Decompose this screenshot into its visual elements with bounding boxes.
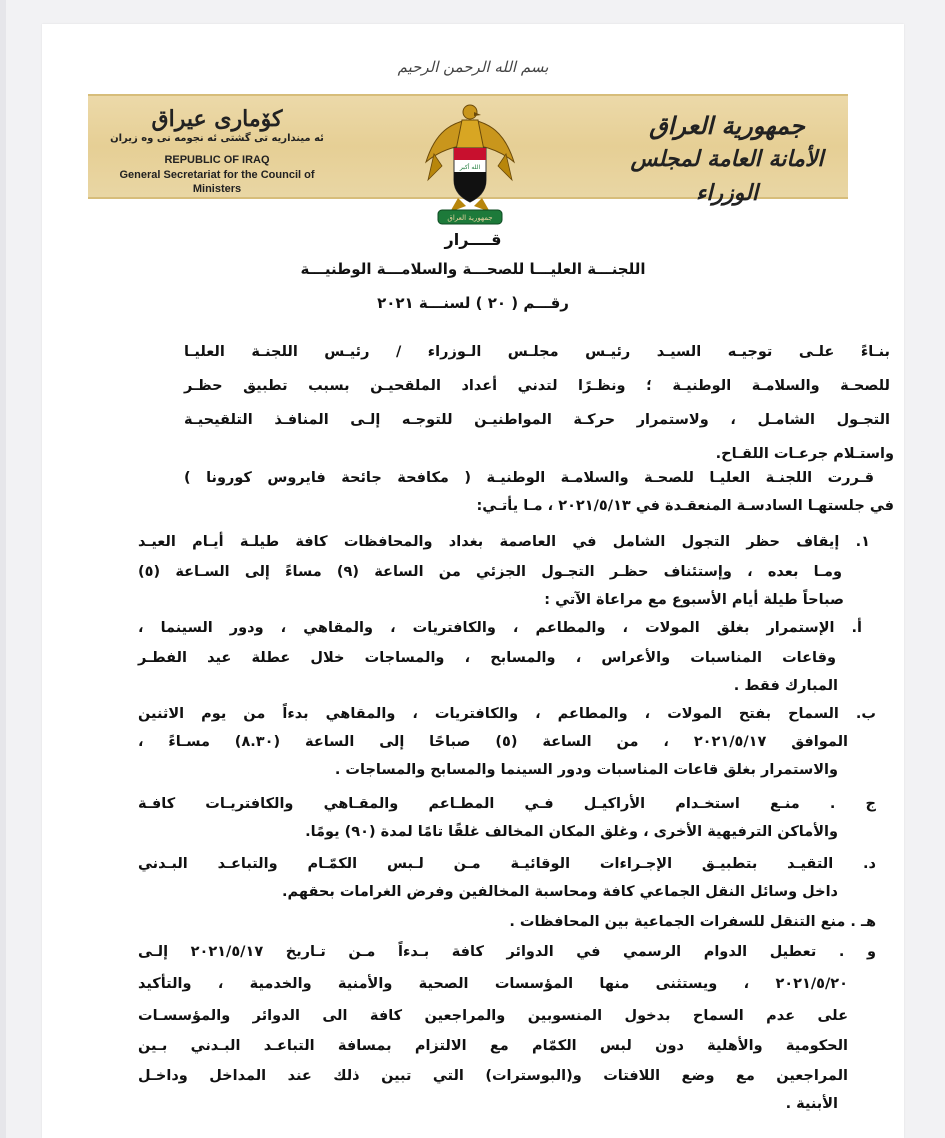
arabic-subtitle: الأمانة العامة لمجلس الوزراء [630, 146, 824, 206]
resolution-line: قـررت اللجنـة العليـا للصحـة والسلامـة الوطنيـة ( مكافحة جائحة فايروس كورونا ) [184, 470, 874, 486]
english-subtitle: General Secretariat for the Council of Ministers [119, 169, 315, 195]
item-f-line: ٢٠٢١/٥/٢٠ ، ويستثنى منها المؤسسات الصحية والأمنية والخدمية ، والتأكيد [138, 976, 848, 992]
emblem-caption: جمهورية العراق [447, 214, 493, 222]
svg-text:الله أكبر: الله أكبر [459, 164, 481, 171]
item-a-line: وقاعات المناسبات والأعراس ، والمسابح ، والمساجات خلال عطلة عيد الفطـر [138, 650, 836, 666]
intro-line: للصحـة والسلامـة الوطنيـة ؛ ونظـرًا لتدني أعداد الملقحيـن بسبب تطبيق حظـر [184, 378, 890, 394]
item-c-line: والأماكن الترفيهية الأخرى ، وغلق المكان المخالف غلقًا تامًا لمدة (٩٠) يومًا. [305, 824, 838, 840]
basmala-text: بسم الله الرحمن الرحيم [397, 58, 549, 76]
item-b-line: ب. السماح بفتح المولات ، والمطاعم ، والكافتريات ، والمقاهي بدءاً من يوم الاثنين [138, 706, 876, 722]
iraq-eagle-emblem [422, 100, 518, 232]
letterhead-banner [88, 94, 848, 222]
decision-heading: قــــرار [444, 230, 502, 249]
item-c-line: ج . منـع استخـدام الأراكيـل فـي المطـاعم والمقـاهي والكافتريـات كافـة [138, 796, 876, 812]
intro-line: التجـول الشامـل ، ولاستمرار حركـة المواطنيـن للتوجـه إلـى المنافـذ التلقيحيـة [184, 412, 890, 428]
item-1-line: ١. إيقاف حظر التجول الشامل في العاصمة بغداد والمحافظات كافة طيلـة أيـام العيـد [138, 534, 870, 550]
intro-line: واستـلام جرعـات اللقـاح. [715, 446, 894, 462]
item-1-line: صباحاً طيلة أيام الأسبوع مع مراعاة الآتي : [544, 592, 844, 608]
intro-line: بنـاءً علـى توجيـه السيـد رئيـس مجلـس الـوزراء / رئيـس اللجنـة العليـا [184, 344, 890, 360]
kurdish-subtitle: ئه مينداريه تى گشتى ئه نجومه نى وه زيران [110, 133, 324, 144]
page-left-edge [0, 0, 6, 1138]
item-d-line: داخل وسائل النقل الجماعي كافة ومحاسبة المخالفين وفرض الغرامات بحقهم. [282, 884, 838, 900]
document-page [42, 24, 904, 1138]
item-f-line: على عدم السماح بدخول المنسوبين والمراجعين كافة الى الدوائر والمؤسسـات [138, 1008, 848, 1024]
item-b-line: والاستمرار بغلق قاعات المناسبات ودور السينما والمسابح والمساجات . [334, 762, 838, 778]
item-1-line: ومـا بعده ، وإستئناف حظـر التجـول الجزئي من الساعة (٩) مساءً إلى السـاعة (٥) [138, 564, 842, 580]
item-e-line: هـ . منع التنقل للسفرات الجماعية بين المحافظات . [509, 914, 876, 930]
letterhead-right [622, 110, 832, 210]
letterhead-left [102, 106, 332, 196]
item-a-line: أ. الإستمرار بغلق المولات ، والمطاعم ، والكافتريات ، والمقاهي ، ودور السينما ، [138, 620, 862, 636]
committee-title: اللجنـــة العليـــا للصحـــة والسلامـــة الوطنيـــة [300, 260, 646, 278]
item-f-line: الأبنية . [785, 1096, 838, 1112]
item-d-line: د. التقيـد بتطبيـق الإجـراءات الوقائيـة مـن لـبس الكمّـام والتباعـد البـدني [138, 856, 876, 872]
item-f-line: المراجعين مع وضع اللافتات و(البوسترات) التي تبين ذلك عند المداخل وداخـل [138, 1068, 848, 1084]
arabic-title: جمهورية العراق [649, 111, 805, 140]
english-title: REPUBLIC OF IRAQ [164, 154, 270, 166]
item-f-line: الحكومية والأهلية دون لبس الكمّام مع الالتزام بمسافة التباعـد البـدني بـين [138, 1038, 848, 1054]
resolution-line: في جلستهـا السادسـة المنعقـدة في ٢٠٢١/٥/١٣ ، مـا يأتـي: [476, 498, 894, 514]
decision-number: رقـــم ( ٢٠ ) لسنـــة ٢٠٢١ [377, 294, 569, 312]
item-b-line: الموافق ٢٠٢١/٥/١٧ ، من الساعة (٥) صباحًا إلى الساعة (٨.٣٠) مسـاءً ، [138, 734, 848, 750]
item-f-line: و . تعطيل الدوام الرسمي في الدوائر كافة بـدءاً مـن تـاريخ ٢٠٢١/٥/١٧ إلـى [138, 944, 876, 960]
kurdish-title: كۆماری عيراق [151, 106, 283, 132]
item-a-line: المبارك فقط . [733, 678, 838, 694]
